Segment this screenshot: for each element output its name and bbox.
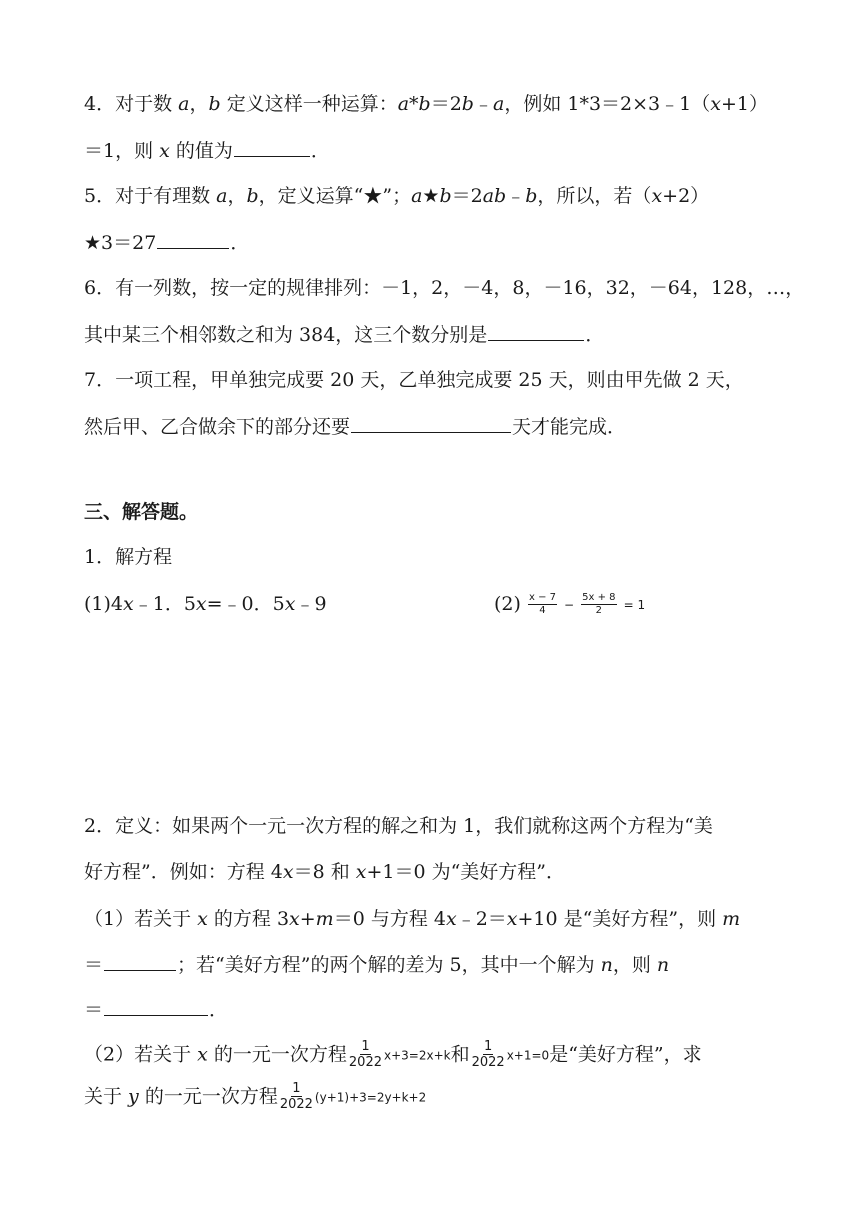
text: ＝1，则 [84, 140, 160, 162]
p2-line-1: 2．定义：如果两个一元一次方程的解之和为 1，我们就称这两个方程为“美 [84, 815, 713, 837]
var-x: x [710, 93, 721, 115]
problem-1-equations [84, 590, 804, 618]
p2-line-3: （1）若关于 x 的方程 3x+m＝0 与方程 4x﹣2＝x+10 是“美好方程”，则 m [84, 908, 741, 930]
q6-line-1: 6．有一列数，按一定的规律排列：－1，2，－4，8，－16，32，－64，128，…， [84, 277, 805, 299]
p2-line-4: ＝ ；若“美好方程”的两个解的差为 5，其中一个解为 n，则 n [84, 950, 669, 978]
answer-blank-n[interactable] [104, 995, 208, 1016]
text: 天才能完成． [512, 416, 627, 438]
text: ＝2 [430, 93, 462, 115]
p2-line-5: ＝ ． [84, 995, 228, 1023]
star-symbol: ★ [422, 185, 440, 207]
text: 的值为 [169, 140, 233, 162]
text: ． [585, 324, 605, 346]
text: ． [310, 140, 330, 162]
text: 然后甲、乙合做余下的部分还要 [84, 416, 351, 438]
var-b: b [246, 185, 259, 207]
minus-sign: − [564, 598, 575, 612]
equation-1: (1)4x﹣1．5x=﹣0．5x﹣9 [84, 593, 327, 615]
p2-line-2: 好方程”．例如：方程 4x＝8 和 x+1＝0 为“美好方程”． [84, 861, 566, 883]
text: 4．对于数 [84, 93, 179, 115]
var-a: a [411, 185, 423, 207]
var-a: a [492, 93, 505, 115]
problem-1-title: 1．解方程 [84, 546, 173, 568]
fraction: $\frac{5x + 8}{2}$ [582, 591, 616, 616]
answer-blank-m[interactable] [104, 950, 176, 971]
fraction: $\frac{x - 7}{4}$ [528, 591, 556, 616]
var-b: b [439, 185, 452, 207]
text: 定义这样一种运算： [220, 93, 398, 115]
text: ， [189, 93, 209, 115]
var-x: x [651, 185, 663, 207]
expr: ab [482, 185, 507, 207]
q7-line-1: 7．一项工程，甲单独完成要 20 天，乙单独完成要 25 天，则由甲先做 2 天， [84, 369, 744, 391]
answer-blank[interactable] [351, 412, 511, 433]
equation-tail: (y+1)+3=2y+k+2 [314, 1090, 427, 1105]
equation-tail: x+1=0 [506, 1048, 550, 1063]
text: ﹣ [473, 93, 493, 115]
fraction: $\frac{1}{2022}$ [471, 1039, 505, 1070]
answer-blank[interactable] [488, 320, 584, 341]
p2-line-7: 关于 y 的一元一次方程 $\frac{1}{2022}$ (y+1)+3=2y+k+2 [84, 1081, 427, 1112]
rhs: = 1 [623, 598, 646, 612]
answer-blank[interactable] [234, 136, 310, 157]
q4-line-1 [84, 90, 768, 118]
fraction: $\frac{1}{2022}$ [348, 1039, 382, 1070]
expr: a*b [397, 93, 431, 115]
var-a: a [216, 185, 228, 207]
section-heading: 三、解答题。 [84, 501, 199, 523]
q7-line-2 [84, 412, 626, 440]
text: 5．对于有理数 [84, 185, 217, 207]
var-a: a [178, 93, 190, 115]
text: ，定义运算“★”； [258, 185, 412, 207]
text: ★3＝27 [84, 232, 157, 254]
text: ，所以，若（ [537, 185, 652, 207]
text: +2） [662, 185, 710, 207]
var-b: b [208, 93, 221, 115]
p2-line-6: （2）若关于 x 的一元一次方程 $\frac{1}{2022}$ x+3=2x+k和 $\frac{1}{2022}$ x+1=0是“美好方程”，求 [84, 1039, 702, 1070]
text: ， [227, 185, 247, 207]
text: 其中某三个相邻数之和为 384，这三个数分别是 [84, 324, 488, 346]
var-x: x [159, 140, 170, 162]
var-b: b [461, 93, 474, 115]
var-b: b [525, 185, 538, 207]
text: ﹣ [506, 185, 526, 207]
q4-line-2 [84, 136, 330, 164]
answer-blank[interactable] [157, 228, 229, 249]
q6-line-2 [84, 320, 604, 348]
q5-line-2 [84, 228, 249, 256]
equation-tail: x+3=2x+k [384, 1048, 451, 1063]
text: +1） [720, 93, 768, 115]
q5-line-1 [84, 182, 709, 210]
label: (2) [494, 593, 521, 615]
text: ． [230, 232, 250, 254]
text: ＝2 [451, 185, 483, 207]
equation-2 [494, 590, 645, 619]
fraction: $\frac{1}{2022}$ [279, 1081, 313, 1112]
text: ，例如 1*3＝2×3﹣1（ [504, 93, 711, 115]
